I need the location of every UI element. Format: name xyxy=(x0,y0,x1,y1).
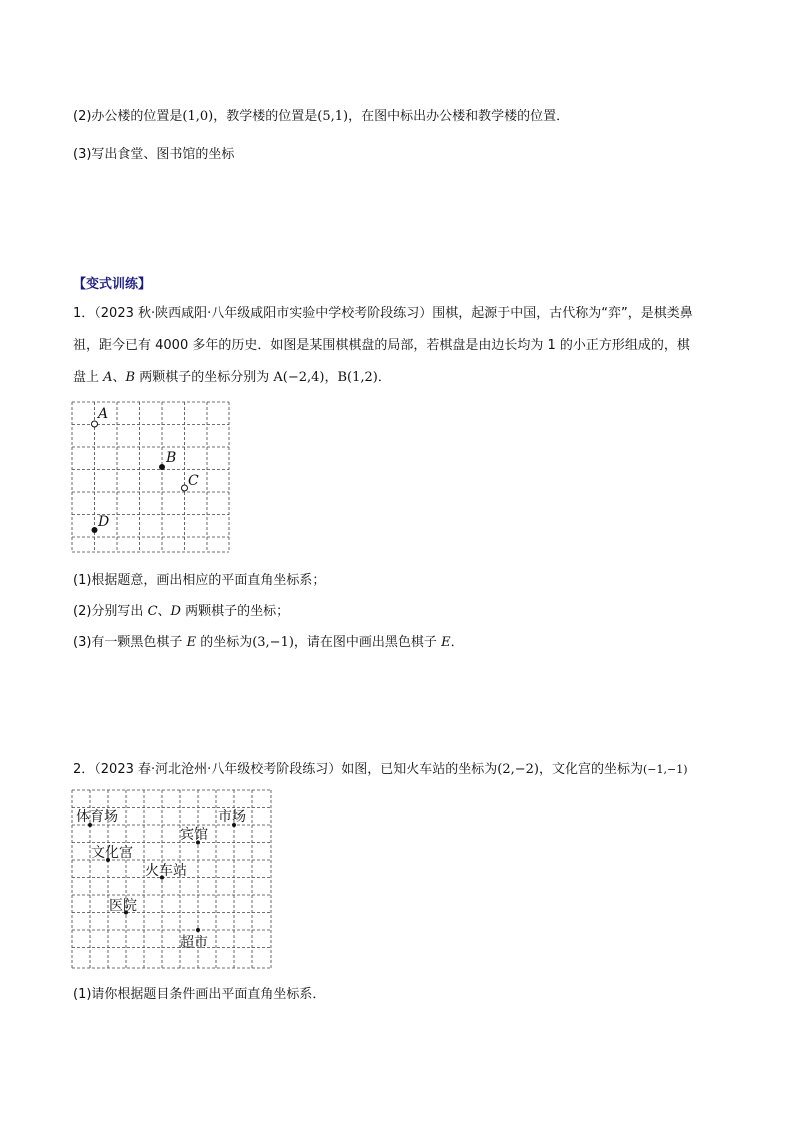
section-title: 【变式训练】 xyxy=(73,277,152,292)
label-supermarket: 超市 xyxy=(180,935,208,951)
city-map-figure xyxy=(72,788,274,972)
exercise-1-line-3: 盘上 A、B 两颗棋子的坐标分别为 A(−2,4)，B(1,2)． xyxy=(73,370,391,385)
stone-C xyxy=(182,485,188,491)
label-C: C xyxy=(188,473,199,489)
exercise-1-line-2: 祖，距今已有 4000 多年的历史．如图是某围棋棋盘的局部，若棋盘是由边长均为 1 的小正方形组成的，棋 xyxy=(73,338,690,353)
exercise-1-sub-2: (2)分别写出 C、D 两颗棋子的坐标； xyxy=(73,604,290,619)
go-board-figure xyxy=(72,400,232,556)
exercise-1-sub-1: (1)根据题意，画出相应的平面直角坐标系； xyxy=(73,573,326,588)
label-station: 火车站 xyxy=(145,863,187,879)
label-hospital: 医院 xyxy=(109,898,137,914)
point-supermarket xyxy=(196,928,200,932)
exercise-1-sub-3: (3)有一颗黑色棋子 E 的坐标为(3,−1)，请在图中画出黑色棋子 E． xyxy=(73,635,464,650)
question-3: (3)写出食堂、图书馆的坐标 xyxy=(73,147,235,162)
label-B: B xyxy=(166,450,177,466)
label-hotel: 宾馆 xyxy=(180,827,208,843)
stone-A xyxy=(92,421,98,427)
label-stadium: 体育场 xyxy=(76,809,118,825)
exercise-2-line-1: 2．（2023 春·河北沧州·八年级校考阶段练习）如图，已知火车站的坐标为(2,−2)，文化宫的坐标为(−1,−1) xyxy=(73,762,688,777)
label-D: D xyxy=(98,514,110,530)
label-culture: 文化宫 xyxy=(91,845,133,861)
exercise-1-line-1: 1．（2023 秋·陕西咸阳·八年级咸阳市实验中学校考阶段练习）围棋，起源于中国，古代称为“弈”，是棋类鼻 xyxy=(73,306,693,321)
label-A: A xyxy=(98,406,109,422)
exercise-2-sub-1: (1)请你根据题目条件画出平面直角坐标系． xyxy=(73,987,326,1002)
stone-B xyxy=(159,464,165,470)
question-2: (2)办公楼的位置是(1,0)，教学楼的位置是(5,1)，在图中标出办公楼和教学楼的位置． xyxy=(73,109,570,124)
label-market: 市场 xyxy=(218,809,246,825)
stone-D xyxy=(92,527,98,533)
